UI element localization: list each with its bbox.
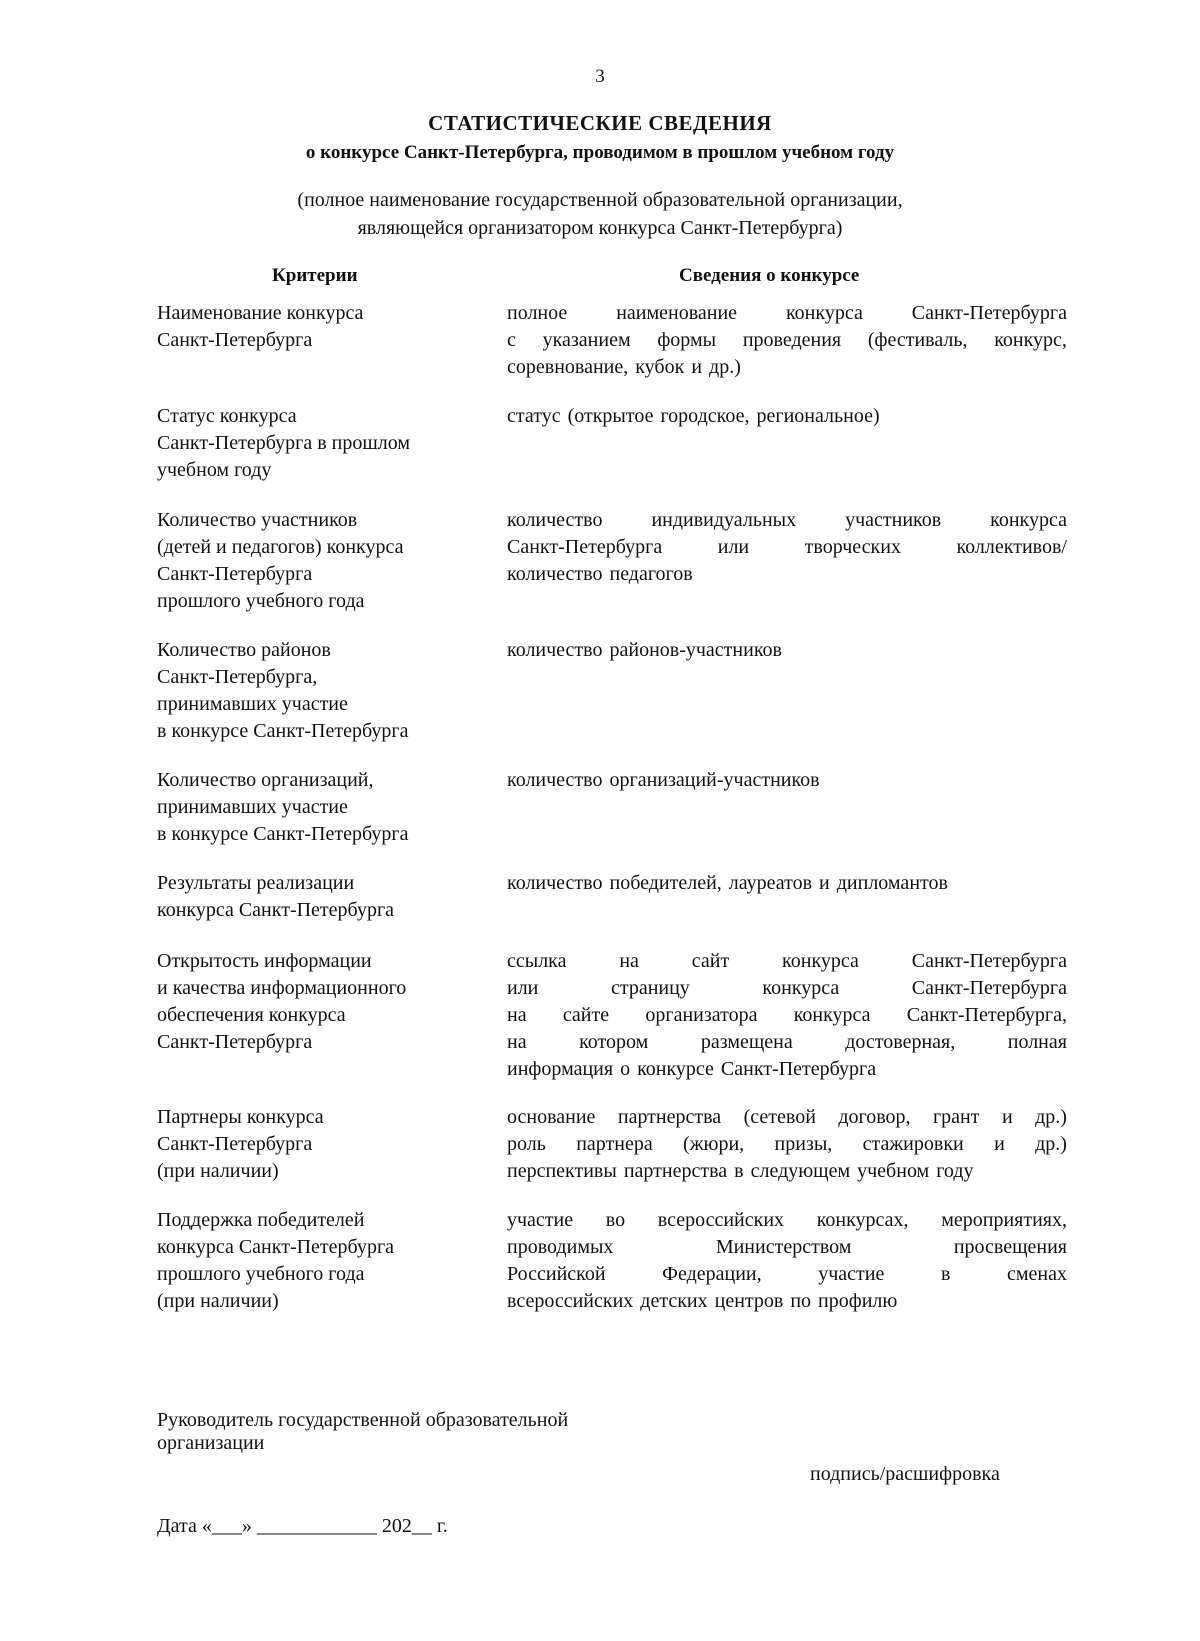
criteria-line: учебном году (157, 459, 272, 481)
info-cell (507, 1207, 1067, 1315)
info-word: о (620, 1058, 631, 1080)
info-word: (фестиваль, (867, 329, 968, 351)
info-word: партнера (576, 1133, 653, 1155)
info-line (507, 1104, 1067, 1131)
criteria-line: Статус конкурса (157, 405, 297, 427)
info-cell (507, 870, 1067, 897)
info-word: детских (640, 1290, 708, 1312)
info-word: организаций-участников (609, 769, 820, 791)
info-word: количество (507, 872, 603, 894)
criteria-line: Санкт-Петербурга (157, 329, 313, 351)
info-line (507, 534, 1067, 561)
info-word: или (717, 536, 750, 558)
info-word: проводимых (507, 1236, 614, 1258)
info-word: центров (714, 1290, 784, 1312)
info-cell (507, 300, 1067, 381)
info-word: договор, (838, 1106, 911, 1128)
criteria-line: Результаты реализации (157, 872, 355, 894)
info-word: призы, (774, 1133, 833, 1155)
organization-note (0, 186, 1200, 242)
info-word: дипломантов (836, 872, 948, 894)
info-word: размещена (700, 1031, 793, 1053)
info-word: полная (1007, 1031, 1067, 1053)
info-word: всероссийских (657, 1209, 785, 1231)
info-line (507, 1261, 1067, 1288)
info-word: победителей, (609, 872, 722, 894)
info-word: по (790, 1290, 812, 1312)
info-word: Санкт-Петербурга (911, 950, 1067, 972)
info-line (507, 1029, 1067, 1056)
info-word: Министерством (715, 1236, 852, 1258)
info-line (507, 1158, 1067, 1185)
info-word: творческих (804, 536, 901, 558)
criteria-line: (детей и педагогов) конкурса (157, 536, 404, 558)
info-word: сменах (1007, 1263, 1067, 1285)
info-word: и (1001, 1106, 1013, 1128)
info-word: наименование (616, 302, 738, 324)
info-word: на (507, 1004, 527, 1026)
criteria-line: прошлого учебного года (157, 590, 365, 612)
info-line (507, 1056, 1067, 1083)
info-word: с (507, 329, 516, 351)
info-word: профилю (818, 1290, 898, 1312)
date-line: Дата «___» ____________ 202__ г. (157, 1515, 448, 1537)
info-line (507, 975, 1067, 1002)
info-word: конкурсе (637, 1058, 714, 1080)
criteria-line: Количество районов (157, 639, 331, 661)
info-word: др.) (709, 356, 741, 378)
info-word: конкурса (785, 302, 863, 324)
criteria-line: конкурса Санкт-Петербурга (157, 899, 395, 921)
criteria-line: Наименование конкурса (157, 302, 364, 324)
organization-note-line: являющейся организатором конкурса Санкт-Петербурга) (357, 217, 843, 239)
info-word: Санкт-Петербурга (507, 536, 663, 558)
info-line (507, 637, 1067, 664)
info-line (507, 403, 1067, 430)
info-word: на (507, 1031, 527, 1053)
info-word: организатора (645, 1004, 758, 1026)
info-line (507, 1207, 1067, 1234)
criteria-line: Партнеры конкурса (157, 1106, 324, 1128)
info-word: и (691, 356, 703, 378)
criteria-cell (157, 300, 487, 354)
info-word: сайте (562, 1004, 610, 1026)
info-word: Федерации, (662, 1263, 762, 1285)
info-line (507, 767, 1067, 794)
info-word: Санкт-Петербурга, (906, 1004, 1067, 1026)
info-word: Российской (507, 1263, 606, 1285)
info-line (507, 354, 1067, 381)
info-word: количество (507, 509, 603, 531)
info-word: стажировки (862, 1133, 964, 1155)
criteria-line: Открытость информации (157, 950, 372, 972)
info-word: соревнование, (507, 356, 629, 378)
info-word: мероприятиях, (941, 1209, 1067, 1231)
document-subtitle: о конкурсе Санкт-Петербурга, проводимом в прошлом учебном году (305, 142, 895, 163)
info-word: конкурс, (994, 329, 1067, 351)
page-number: 3 (595, 66, 605, 87)
criteria-cell (157, 870, 487, 924)
info-word: районов-участников (609, 639, 782, 661)
info-cell (507, 1104, 1067, 1185)
info-word: и (819, 872, 830, 894)
criteria-line: и качества информационного (157, 977, 407, 999)
info-word: участников (845, 509, 942, 531)
info-cell (507, 637, 1067, 664)
criteria-line: обеспечения конкурса (157, 1004, 346, 1026)
info-word: сайт (691, 950, 730, 972)
info-word: партнерства (623, 1160, 728, 1182)
info-word: роль (507, 1133, 546, 1155)
info-word: указанием (542, 329, 631, 351)
info-word: количество (507, 639, 603, 661)
info-cell (507, 948, 1067, 1083)
info-word: индивидуальных (651, 509, 797, 531)
info-word: количество (507, 769, 603, 791)
info-word: в (734, 1160, 744, 1182)
document-title: СТАТИСТИЧЕСКИЕ СВЕДЕНИЯ (428, 111, 772, 135)
info-word: достоверная, (845, 1031, 956, 1053)
info-word: участие (507, 1209, 574, 1231)
info-word: всероссийских (507, 1290, 634, 1312)
info-word: др.) (1035, 1106, 1067, 1128)
info-line (507, 948, 1067, 975)
organization-note-line: (полное наименование государственной образовательной организации, (297, 189, 903, 211)
info-word: полное (507, 302, 568, 324)
info-word: (сетевой (743, 1106, 816, 1128)
criteria-line: Санкт-Петербурга (157, 1133, 313, 1155)
column-header-info: Сведения о конкурсе (679, 265, 860, 286)
info-word: конкурсах, (816, 1209, 909, 1231)
info-line (507, 1288, 1067, 1315)
info-word: конкурса (990, 509, 1067, 531)
info-word: котором (579, 1031, 649, 1053)
info-line (507, 327, 1067, 354)
info-word: Санкт-Петербурга (911, 977, 1067, 999)
info-word: в (940, 1263, 951, 1285)
criteria-line: конкурса Санкт-Петербурга (157, 1236, 395, 1258)
info-word: формы (657, 329, 717, 351)
info-word: конкурса (793, 1004, 871, 1026)
info-word: статус (507, 405, 561, 427)
info-cell (507, 767, 1067, 794)
info-word: ссылка (507, 950, 567, 972)
info-word: страницу (610, 977, 690, 999)
info-word: и (994, 1133, 1005, 1155)
criteria-cell (157, 1207, 487, 1315)
info-word: Санкт-Петербурга (911, 302, 1067, 324)
criteria-line: Санкт-Петербурга в прошлом (157, 432, 411, 454)
criteria-line: принимавших участие (157, 693, 348, 715)
info-word: перспективы (507, 1160, 617, 1182)
criteria-line: Поддержка победителей (157, 1209, 365, 1231)
criteria-line: в конкурсе Санкт-Петербурга (157, 720, 409, 742)
info-word: основание (507, 1106, 596, 1128)
info-line (507, 1002, 1067, 1029)
signature-caption: подпись/расшифровка (810, 1463, 1000, 1485)
criteria-line: Санкт-Петербурга (157, 563, 313, 585)
column-header-criteria: Критерии (272, 265, 358, 286)
title-block (0, 110, 1200, 166)
criteria-line: Количество участников (157, 509, 358, 531)
info-word: проведения (742, 329, 842, 351)
info-line (507, 300, 1067, 327)
info-word: региональное) (756, 405, 880, 427)
signatory-title-line: Руководитель государственной образовательной (157, 1409, 569, 1431)
criteria-cell (157, 948, 487, 1056)
info-word: году (936, 1160, 974, 1182)
info-cell (507, 507, 1067, 588)
criteria-line: принимавших участие (157, 796, 348, 818)
info-word: кубок (635, 356, 685, 378)
info-word: во (605, 1209, 626, 1231)
info-line (507, 870, 1067, 897)
info-word: просвещения (953, 1236, 1067, 1258)
criteria-line: Количество организаций, (157, 769, 374, 791)
info-word: количество (507, 563, 603, 585)
info-line (507, 561, 1067, 588)
info-line (507, 1131, 1067, 1158)
info-word: (открытое (567, 405, 654, 427)
signatory-title (157, 1409, 568, 1455)
criteria-line: в конкурсе Санкт-Петербурга (157, 823, 409, 845)
criteria-line: (при наличии) (157, 1290, 279, 1312)
info-cell (507, 403, 1067, 430)
info-word: (жюри, (683, 1133, 745, 1155)
info-word: др.) (1035, 1133, 1067, 1155)
info-word: грант (932, 1106, 980, 1128)
criteria-cell (157, 767, 487, 848)
info-word: педагогов (609, 563, 693, 585)
criteria-cell (157, 403, 487, 484)
info-word: лауреатов (728, 872, 813, 894)
info-word: на (619, 950, 639, 972)
criteria-cell (157, 1104, 487, 1185)
criteria-line: прошлого учебного года (157, 1263, 365, 1285)
info-word: информация (507, 1058, 614, 1080)
info-word: городское, (660, 405, 750, 427)
criteria-line: (при наличии) (157, 1160, 279, 1182)
info-word: участие (818, 1263, 885, 1285)
info-word: конкурса (782, 950, 859, 972)
info-word: Санкт-Петербурга (720, 1058, 877, 1080)
info-word: учебном (857, 1160, 930, 1182)
info-line (507, 1234, 1067, 1261)
info-word: конкурса (762, 977, 840, 999)
info-word: коллективов/ (956, 536, 1067, 558)
info-word: партнерства (617, 1106, 722, 1128)
info-line (507, 507, 1067, 534)
criteria-line: Санкт-Петербурга, (157, 666, 318, 688)
signatory-title-line: организации (157, 1432, 265, 1454)
criteria-cell (157, 507, 487, 615)
criteria-line: Санкт-Петербурга (157, 1031, 313, 1053)
info-word: или (507, 977, 539, 999)
info-word: следующем (750, 1160, 851, 1182)
criteria-cell (157, 637, 487, 745)
